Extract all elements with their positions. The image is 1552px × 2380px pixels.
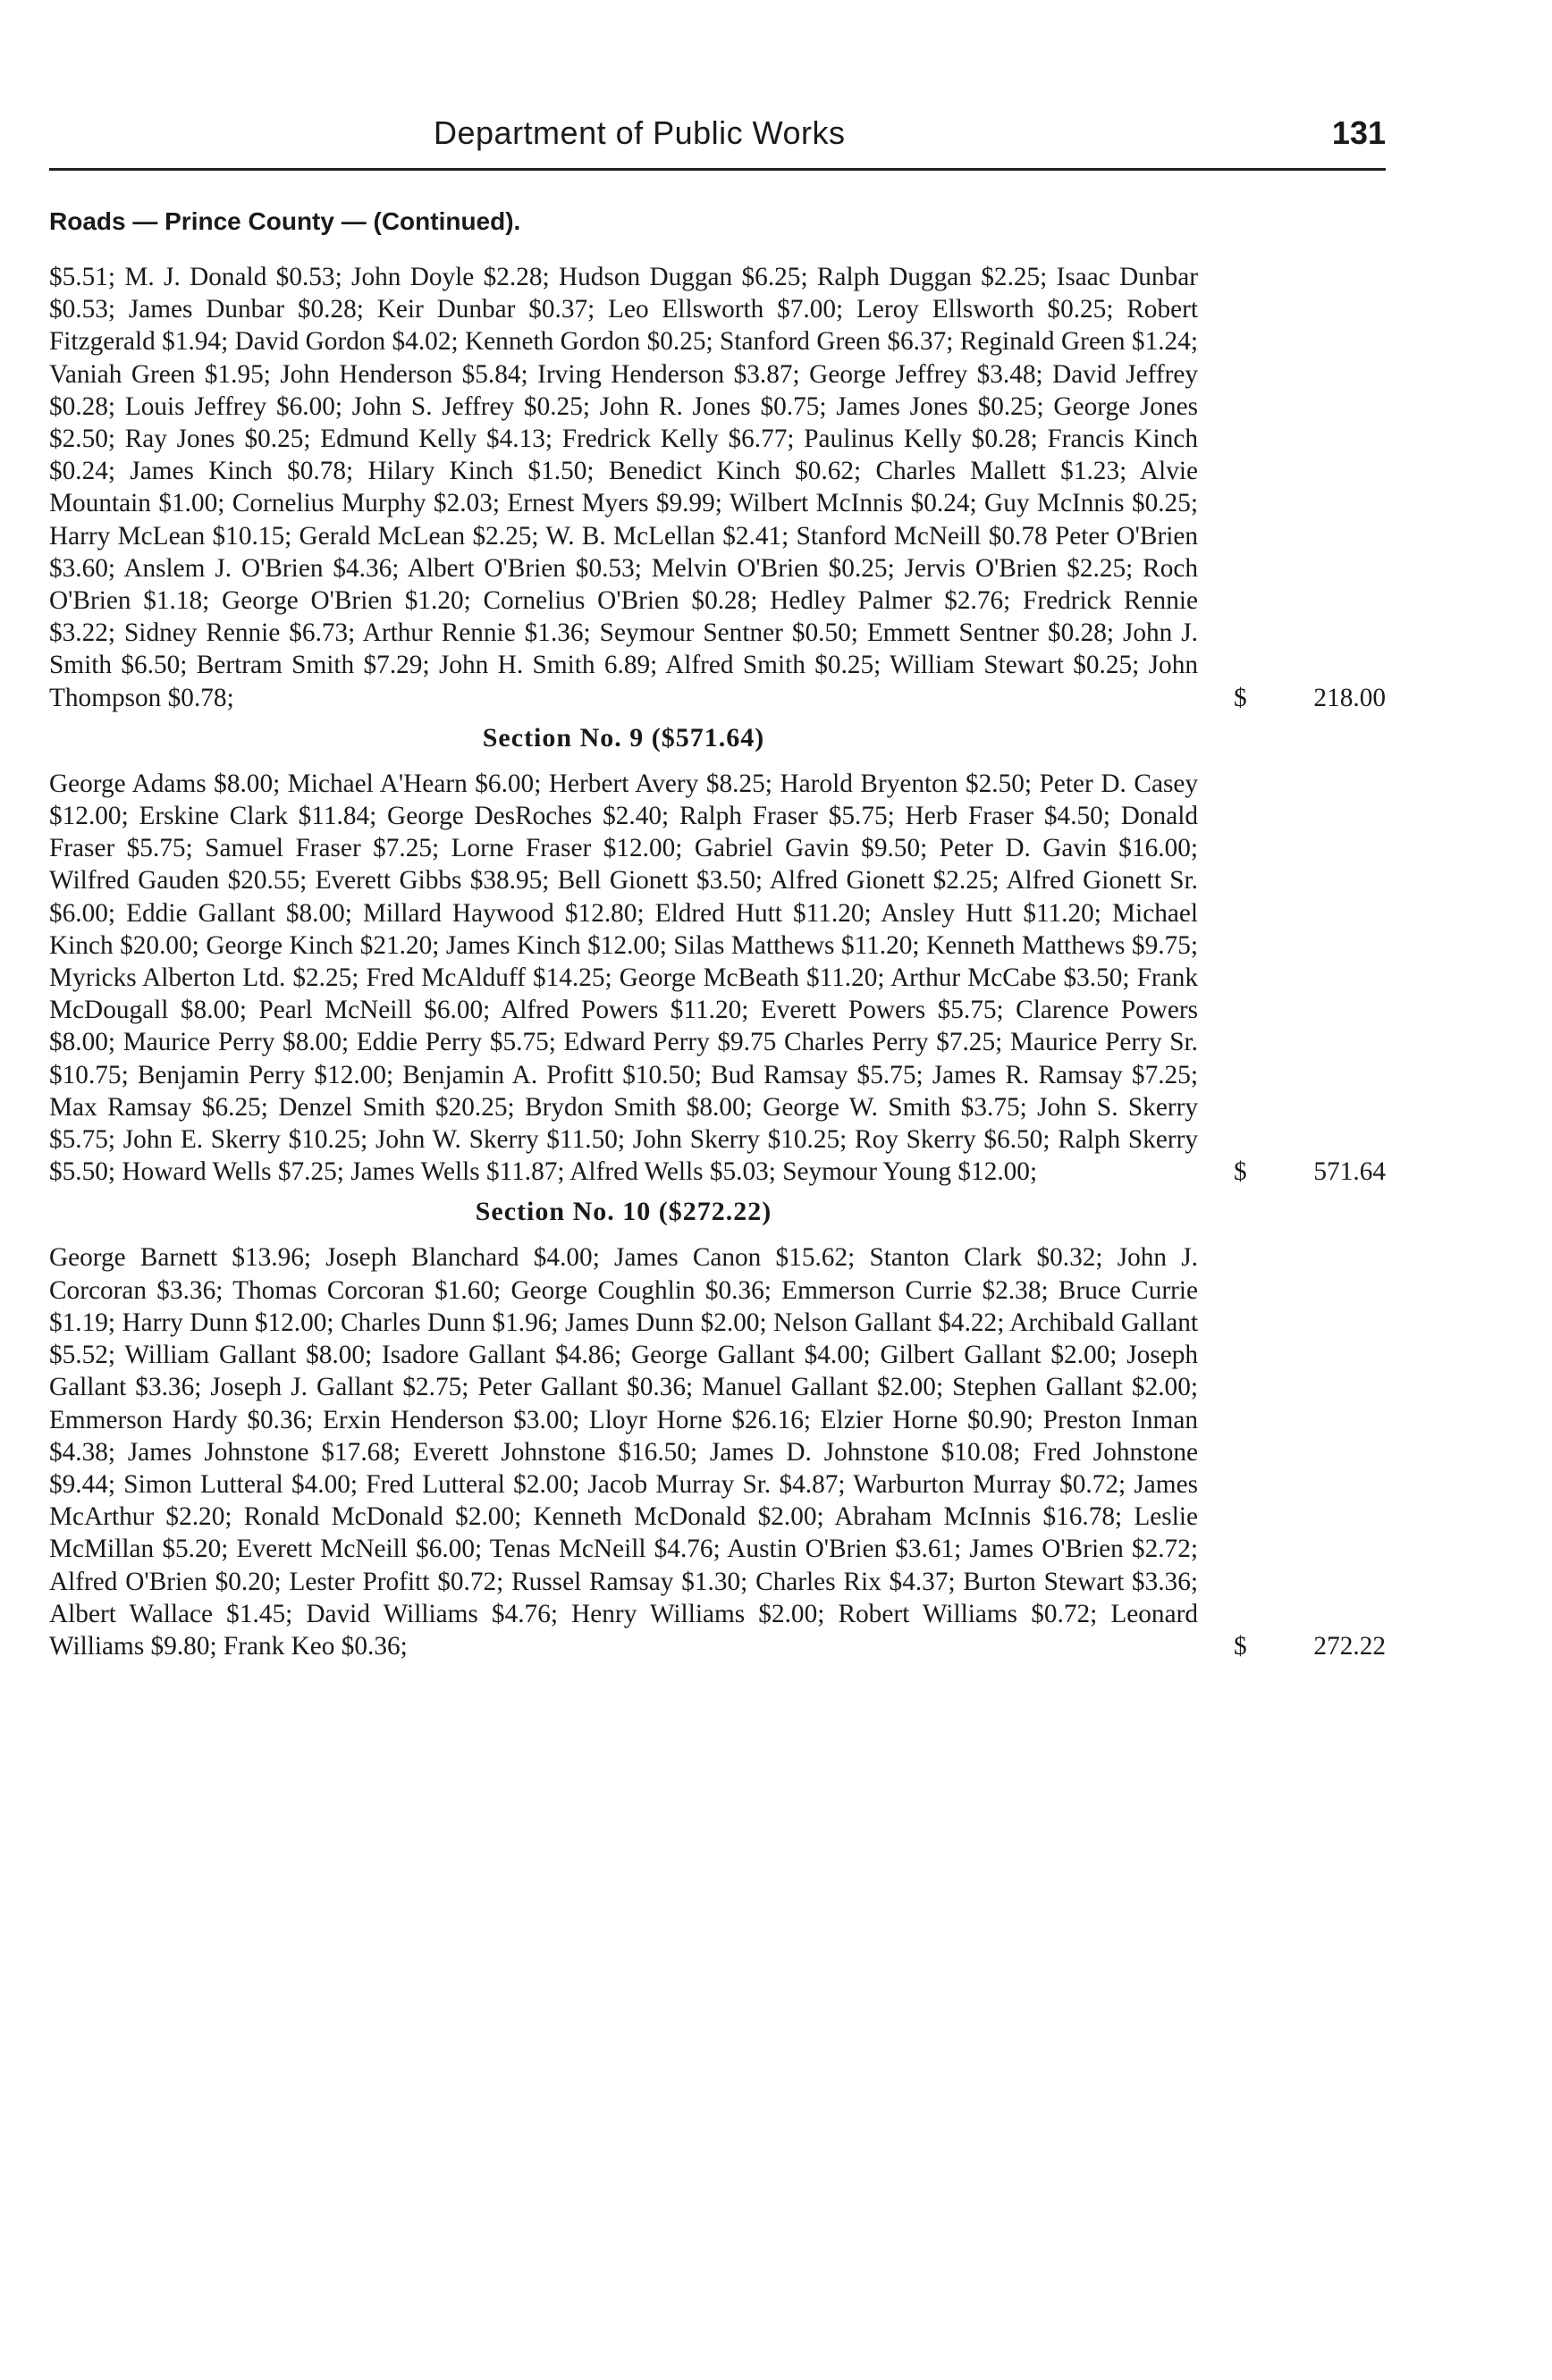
section-heading: Section No. 9 ($571.64) (482, 722, 765, 753)
entry-text: George Adams $8.00; Michael A'Hearn $6.00; Herbert Avery $8.25; Harold Bryenton $2.50; Peter D. Casey $12.00; Erskine Clark $11.84; George DesRoches $2.40; Ralph Fraser $5.75; Herb Fraser $4.50; Donald Fraser $5.75; Samuel Fraser $7.25; Lorne Fraser $12.00; Gabriel Gavin $9.50; Peter D. Gavin $16.00; Wilfred Gauden $20.55; Everett Gibbs $38.95; Bell Gionett $3.50; Alfred Gionett $2.25; Alfred Gionett Sr. $6.00; Eddie Gallant $8.00; Millard Haywood $12.80; Eldred Hutt $11.20; Ansley Hutt $11.20; Michael Kinch $20.00; George Kinch $21.20; James Kinch $12.00; Silas Matthews $11.20; Kenneth Matthews $9.75; Myricks Alberton Ltd. $2.25; Fred McAlduff $14.25; George McBeath $11.20; Arthur McCabe $3.50; Frank McDougall $8.00; Pearl McNeill $6.00; Alfred Powers $11.20; Everett Powers $5.75; Clarence Powers $8.00; Maurice Perry $8.00; Eddie Perry $5.75; Edward Perry $9.75 Charles Perry $7.25; Maurice Perry Sr. $10.75; Benjamin Perry $12.00; Benjamin A. Profitt $10.50; Bud Ramsay $5.75; James R. Ramsay $7.25; Max Ramsay $6.25; Denzel Smith $20.25; Brydon Smith $8.00; George W. Smith $3.75; John S. Skerry $5.75; John E. Skerry $10.25; John W. Skerry $11.50; John Skerry $10.25; Roy Skerry $6.50; Ralph Skerry $5.50; Howard Wells $7.25; James Wells $11.87; Alfred Wells $5.03; Seymour Young $12.00; (49, 769, 1198, 1187)
document-body (49, 261, 1386, 1662)
currency-sign: $ (1234, 1157, 1247, 1187)
entry-section-8 (49, 261, 1386, 714)
entry-amount (1234, 682, 1386, 714)
currency-sign: $ (1234, 683, 1247, 712)
header-rule (49, 168, 1386, 171)
table-caption: Roads — Prince County — (Continued). (49, 207, 521, 235)
entry-section-9 (49, 768, 1386, 1189)
amount-value: 218.00 (1313, 683, 1386, 712)
entry-section-10 (49, 1241, 1386, 1662)
running-title: Department of Public Works (434, 114, 846, 151)
entry-text: George Barnett $13.96; Joseph Blanchard $4.00; James Canon $15.62; Stanton Clark $0.32; John J. Corcoran $3.36; Thomas Corcoran $1.60; George Coughlin $0.36; Emmerson Currie $2.38; Bruce Currie $1.19; Harry Dunn $12.00; Charles Dunn $1.96; James Dunn $2.00; Nelson Gallant $4.22; Archibald Gallant $5.52; William Gallant $8.00; Isadore Gallant $4.86; George Gallant $4.00; Gilbert Gallant $2.00; Joseph Gallant $3.36; Joseph J. Gallant $2.75; Peter Gallant $0.36; Manuel Gallant $2.00; Stephen Gallant $2.00; Emmerson Hardy $0.36; Erxin Henderson $3.00; Lloyr Horne $26.16; Elzier Horne $0.90; Preston Inman $4.38; James Johnstone $17.68; Everett Johnstone $16.50; James D. Johnstone $10.08; Fred Johnstone $9.44; Simon Lutteral $4.00; Fred Lutteral $2.00; Jacob Murray Sr. $4.87; Warburton Murray $0.72; James McArthur $2.20; Ronald McDonald $2.00; Kenneth McDonald $2.00; Abraham McInnis $16.78; Leslie McMillan $5.20; Everett McNeill $6.00; Tenas McNeill $4.76; Austin O'Brien $3.61; James O'Brien $2.72; Alfred O'Brien $0.20; Lester Profitt $0.72; Russel Ramsay $1.30; Charles Rix $4.37; Burton Stewart $3.36; Albert Wallace $1.45; David Williams $4.76; Henry Williams $2.00; Robert Williams $0.72; Leonard Williams $9.80; Frank Keo $0.36; (49, 1243, 1198, 1661)
page-number: 131 (1331, 114, 1386, 151)
entry-text: $5.51; M. J. Donald $0.53; John Doyle $2.28; Hudson Duggan $6.25; Ralph Duggan $2.25; Isaac Dunbar $0.53; James Dunbar $0.28; Keir Dunbar $0.37; Leo Ellsworth $7.00; Leroy Ellsworth $0.25; Robert Fitzgerald $1.94; David Gordon $4.02; Kenneth Gordon $0.25; Stanford Green $6.37; Reginald Green $1.24; Vaniah Green $1.95; John Henderson $5.84; Irving Henderson $3.87; George Jeffrey $3.48; David Jeffrey $0.28; Louis Jeffrey $6.00; John S. Jeffrey $0.25; John R. Jones $0.75; James Jones $0.25; George Jones $2.50; Ray Jones $0.25; Edmund Kelly $4.13; Fredrick Kelly $6.77; Paulinus Kelly $0.28; Francis Kinch $0.24; James Kinch $0.78; Hilary Kinch $1.50; Benedict Kinch $0.62; Charles Mallett $1.23; Alvie Mountain $1.00; Cornelius Murphy $2.03; Ernest Myers $9.99; Wilbert McInnis $0.24; Guy McInnis $0.25; Harry McLean $10.15; Gerald McLean $2.25; W. B. McLellan $2.41; Stanford McNeill $0.78 Peter O'Brien $3.60; Anslem J. O'Brien $4.36; Albert O'Brien $0.53; Melvin O'Brien $0.25; Jervis O'Brien $2.25; Roch O'Brien $1.18; George O'Brien $1.20; Cornelius O'Brien $0.28; Hedley Palmer $2.76; Fredrick Rennie $3.22; Sidney Rennie $6.73; Arthur Rennie $1.36; Seymour Sentner $0.50; Emmett Sentner $0.28; John J. Smith $6.50; Bertram Smith $7.29; John H. Smith 6.89; Alfred Smith $0.25; William Stewart $0.25; John Thompson $0.78; (49, 263, 1198, 712)
amount-value: 272.22 (1313, 1631, 1386, 1661)
page-header (49, 114, 1386, 161)
entry-amount (1234, 1630, 1386, 1662)
section-heading: Section No. 10 ($272.22) (475, 1197, 772, 1227)
currency-sign: $ (1234, 1631, 1247, 1661)
entry-amount (1234, 1156, 1386, 1188)
amount-value: 571.64 (1313, 1157, 1386, 1187)
